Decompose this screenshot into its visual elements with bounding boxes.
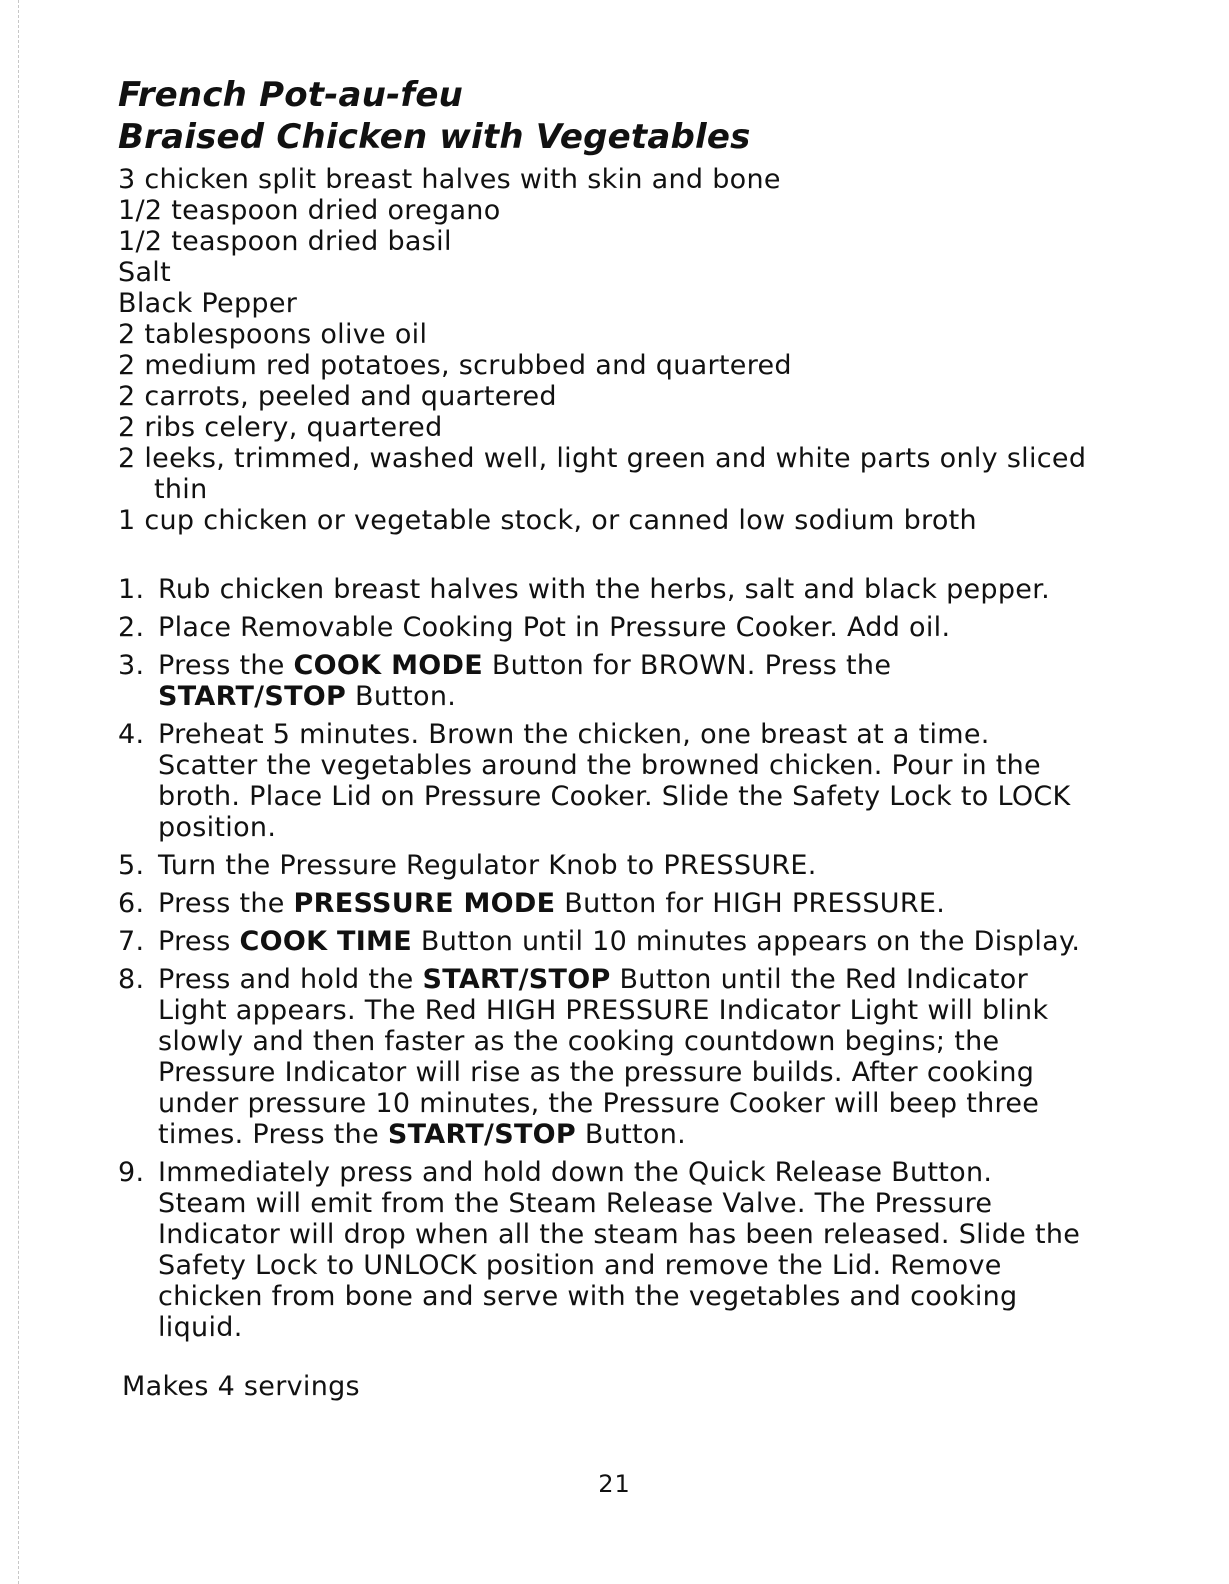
step-button-name: COOK MODE — [293, 650, 483, 681]
recipe-page — [118, 74, 1118, 1402]
scan-edge-artifact — [18, 0, 20, 1584]
ingredient-item: 2 medium red potatoes, scrubbed and quartered — [118, 350, 792, 381]
step-number: 7. — [118, 926, 145, 957]
step-button-name: PRESSURE MODE — [293, 888, 556, 919]
step-number: 2. — [118, 612, 145, 643]
ingredient-list — [118, 164, 1118, 536]
ingredient-item: 1/2 teaspoon dried oregano — [118, 195, 501, 226]
step-text-segment: Button. — [346, 681, 457, 712]
page-number: 21 — [598, 1470, 631, 1498]
instruction-step — [118, 719, 1118, 843]
instruction-step — [118, 1157, 1118, 1343]
recipe-title — [118, 74, 1118, 158]
step-text-segment: Preheat 5 minutes. Brown the chicken, one breast at a time. Scatter the vegetables around the browned chicken. Pour in the broth. Place Lid on Pressure Cooker. Slide the Safety Lock to LOCK position. — [158, 719, 1071, 843]
ingredient-item: 3 chicken split breast halves with skin and bone — [118, 164, 781, 195]
step-text-segment: Button for BROWN. Press the — [482, 650, 892, 681]
step-text — [158, 1157, 1088, 1343]
recipe-title-line-1: French Pot-au-feu — [118, 75, 464, 115]
step-text-segment: Press the — [158, 650, 294, 681]
step-button-name: START/STOP — [422, 964, 611, 995]
step-number: 6. — [118, 888, 145, 919]
ingredient-item: Black Pepper — [118, 288, 298, 319]
ingredient-item: 1/2 teaspoon dried basil — [118, 226, 452, 257]
instruction-step — [118, 650, 1118, 712]
step-text-segment: Immediately press and hold down the Quick Release Button. Steam will emit from the Steam Release Valve. The Pressure Indicator will drop when all the steam has been released. Slide the Safety Lock to UNLOCK position and remove the Lid. Remove chicken from bone and serve with the vegetables and cooking liquid. — [158, 1157, 1081, 1343]
ingredient-item: 2 tablespoons olive oil — [118, 319, 428, 350]
step-text-segment: Turn the Pressure Regulator Knob to PRESSURE. — [158, 850, 817, 881]
step-number: 4. — [118, 719, 145, 750]
step-text — [158, 574, 1088, 605]
ingredient-item: 2 leeks, trimmed, washed well, light green and white parts only sliced thin — [118, 443, 1087, 505]
instruction-step — [118, 964, 1118, 1150]
step-text — [158, 964, 1088, 1150]
step-text-segment: Button until 10 minutes appears on the Display. — [411, 926, 1081, 957]
step-text — [158, 888, 1088, 919]
step-text-segment: Button. — [576, 1119, 687, 1150]
instruction-step — [118, 926, 1118, 957]
instruction-list — [118, 574, 1118, 1343]
step-text-segment: Button for HIGH PRESSURE. — [555, 888, 946, 919]
step-text-segment: Button until the Red Indicator Light appears. The Red HIGH PRESSURE Indicator Light will blink slowly and then faster as the cooking countdown begins; the Pressure Indicator will rise as the pressure builds. After cooking under pressure 10 minutes, the Pressure Cooker will beep three times. Press the — [158, 964, 1049, 1150]
ingredient-item: 2 carrots, peeled and quartered — [118, 381, 557, 412]
step-number: 3. — [118, 650, 145, 681]
step-number: 5. — [118, 850, 145, 881]
step-text-segment: Press — [158, 926, 240, 957]
yield-text: Makes 4 servings — [122, 1371, 360, 1402]
step-text-segment: Place Removable Cooking Pot in Pressure Cooker. Add oil. — [158, 612, 951, 643]
step-button-name: START/STOP — [387, 1119, 576, 1150]
step-text-segment: Rub chicken breast halves with the herbs, salt and black pepper. — [158, 574, 1051, 605]
ingredient-item: 1 cup chicken or vegetable stock, or canned low sodium broth — [118, 505, 977, 536]
step-text — [158, 926, 1088, 957]
instruction-step — [118, 888, 1118, 919]
recipe-title-line-2: Braised Chicken with Vegetables — [118, 117, 751, 157]
step-text-segment: Press and hold the — [158, 964, 423, 995]
step-number: 9. — [118, 1157, 145, 1188]
step-text — [158, 612, 1088, 643]
step-button-name: COOK TIME — [239, 926, 412, 957]
step-text-segment: Press the — [158, 888, 294, 919]
step-text — [158, 650, 1088, 712]
ingredient-item: Salt — [118, 257, 171, 288]
step-number: 1. — [118, 574, 145, 605]
step-text — [158, 719, 1088, 843]
instruction-step — [118, 850, 1118, 881]
step-number: 8. — [118, 964, 145, 995]
ingredient-item: 2 ribs celery, quartered — [118, 412, 443, 443]
step-text — [158, 850, 1088, 881]
instruction-step — [118, 612, 1118, 643]
step-button-name: START/STOP — [158, 681, 347, 712]
instruction-step — [118, 574, 1118, 605]
